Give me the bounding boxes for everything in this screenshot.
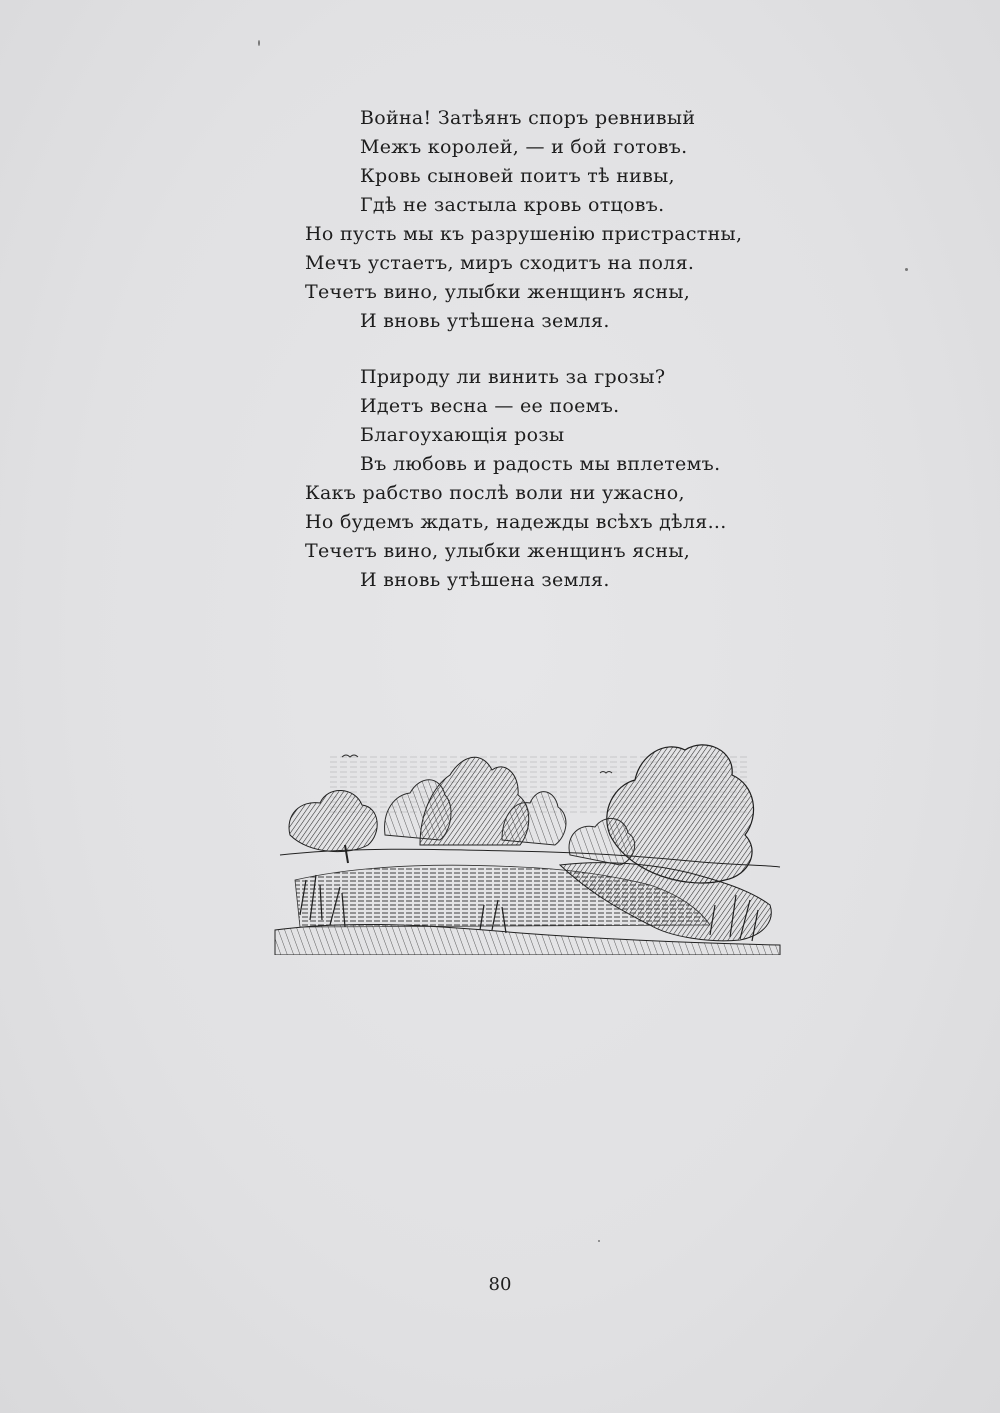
landscape-engraving-icon [270,715,785,955]
verse-line: Кровь сыновей поитъ тѣ нивы, [360,165,675,187]
verse-line: Идетъ весна — ее поемъ. [360,395,620,417]
verse-line: Гдѣ не застыла кровь отцовъ. [360,194,665,216]
verse-line: Въ любовь и радость мы вплетемъ. [360,453,721,475]
verse-line: Течетъ вино, улыбки женщинъ ясны, [305,540,691,562]
verse-line: Но будемъ ждать, надежды всѣхъ дѣля... [305,511,727,533]
paper-speck [598,1240,600,1242]
page-number: 80 [488,1274,512,1295]
paper-speck [258,40,260,46]
verse-line: Какъ рабство послѣ воли ни ужасно, [305,482,685,504]
verse-line: Течетъ вино, улыбки женщинъ ясны, [305,281,691,303]
verse-line: Война! Затѣянъ споръ ревнивый [360,107,696,129]
verse-line: И вновь утѣшена земля. [360,569,610,591]
verse-line: Природу ли винить за грозы? [360,366,666,388]
verse-line: Благоухающія розы [360,424,565,446]
verse-line: И вновь утѣшена земля. [360,310,610,332]
verse-line: Но пусть мы къ разрушенію пристрастны, [305,223,743,245]
verse-line: Межъ королей, — и бой готовъ. [360,136,688,158]
paper-speck [905,268,908,271]
verse-line: Мечъ устаетъ, миръ сходитъ на поля. [305,252,695,274]
